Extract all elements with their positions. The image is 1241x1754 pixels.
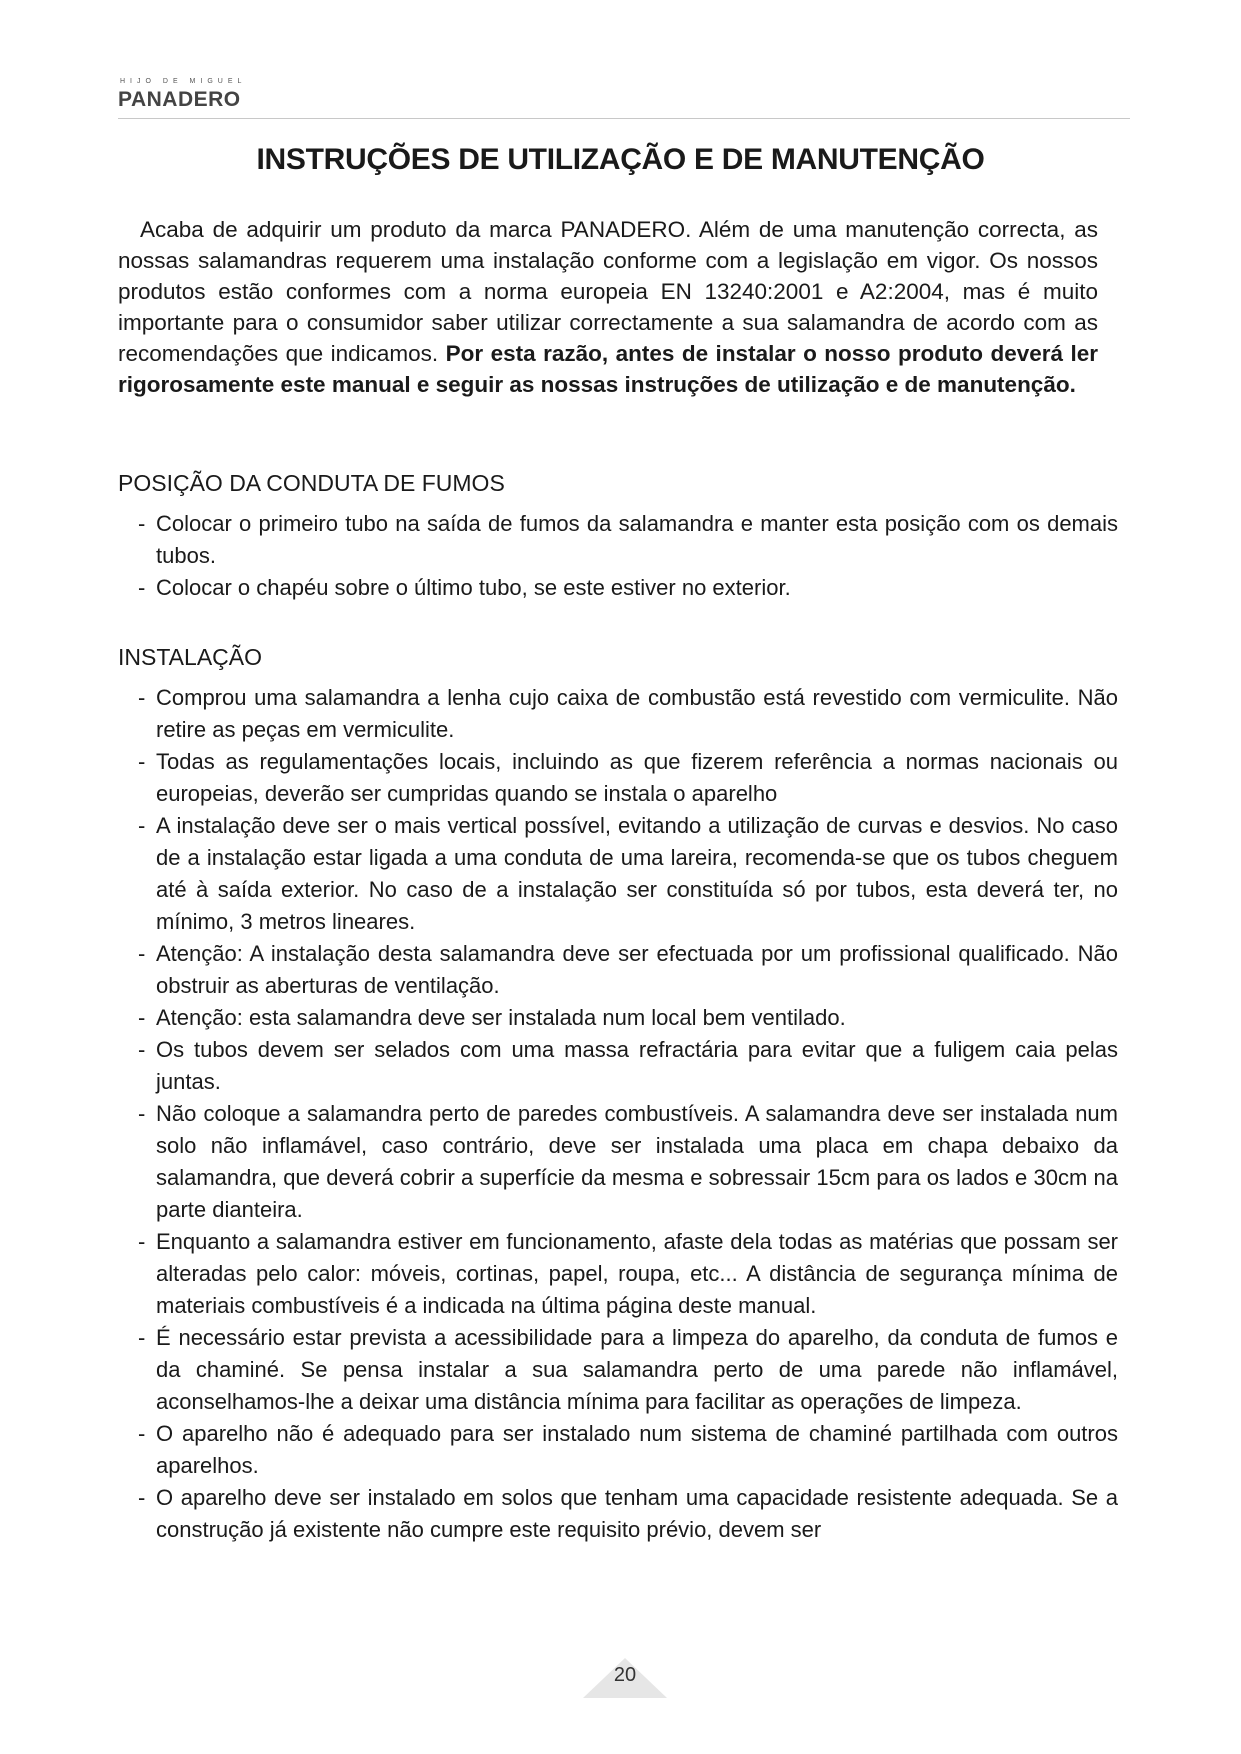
section-heading-installation: INSTALAÇÃO bbox=[118, 644, 262, 670]
list-item: - O aparelho não é adequado para ser instalado num sistema de chaminé partilhada com outros aparelhos. bbox=[138, 1421, 1118, 1478]
list-item: - Não coloque a salamandra perto de paredes combustíveis. A salamandra deve ser instalada num solo não inflamável, caso contrário, deve ser instalada uma placa em chapa debaixo da salamandra, que deverá cobrir a superfície da mesma e sobressair 15cm para os lados e 30cm na parte dianteira. bbox=[138, 1101, 1118, 1222]
list-item: - Colocar o primeiro tubo na saída de fumos da salamandra e manter esta posição com os demais tubos. bbox=[138, 511, 1118, 568]
section-installation bbox=[118, 642, 1118, 1546]
list-item: - O aparelho deve ser instalado em solos que tenham uma capacidade resistente adequada. Se a construção já existente não cumpre este requisito prévio, devem ser bbox=[138, 1485, 1118, 1542]
intro-bold-text: Por esta razão, antes de instalar o nosso produto deverá ler rigorosamente este manual e seguir as nossas instruções de utilização e de manutenção. bbox=[118, 341, 1098, 397]
list-item: - É necessário estar prevista a acessibilidade para a limpeza do aparelho, da conduta de fumos e da chaminé. Se pensa instalar a sua salamandra perto de uma parede não inflamável, aconselhamos-lhe a deixar uma distância mínima para facilitar as operações de limpeza. bbox=[138, 1325, 1118, 1414]
brand-logo: PANADERO bbox=[118, 88, 241, 111]
brand-tagline: HIJO DE MIGUEL bbox=[120, 78, 247, 85]
section-heading-flue: POSIÇÃO DA CONDUTA DE FUMOS bbox=[118, 470, 505, 496]
list-item: - Atenção: esta salamandra deve ser instalada num local bem ventilado. bbox=[138, 1005, 846, 1030]
intro-text: Acaba de adquirir um produto da marca PANADERO. Além de uma manutenção correcta, as nossas salamandras requerem uma instalação conforme com a legislação em vigor. Os nossos produtos estão conformes com a norma europeia EN 13240:2001 e A2:2004, mas é muito importante para o consumidor saber utilizar correctamente a sua salamandra de acordo com as recomendações que indicamos. bbox=[118, 217, 1098, 366]
page-title: INSTRUÇÕES DE UTILIZAÇÃO E DE MANUTENÇÃO bbox=[256, 143, 985, 176]
intro-paragraph bbox=[118, 214, 1098, 400]
installation-list bbox=[118, 682, 1118, 1546]
list-item: - Os tubos devem ser selados com uma massa refractária para evitar que a fuligem caia pelas juntas. bbox=[138, 1037, 1118, 1094]
page-number: 20 bbox=[613, 1664, 637, 1686]
list-item: - Comprou uma salamandra a lenha cujo caixa de combustão está revestido com vermiculite. Não retire as peças em vermiculite. bbox=[138, 685, 1118, 742]
list-item: - Colocar o chapéu sobre o último tubo, se este estiver no exterior. bbox=[138, 575, 791, 600]
flue-list bbox=[118, 508, 1118, 604]
list-item: - A instalação deve ser o mais vertical possível, evitando a utilização de curvas e desvios. No caso de a instalação estar ligada a uma conduta de uma lareira, recomenda-se que os tubos cheguem até à saída exterior. No caso de a instalação ser constituída só por tubos, esta deverá ter, no mínimo, 3 metros lineares. bbox=[138, 813, 1118, 934]
list-item: - Atenção: A instalação desta salamandra deve ser efectuada por um profissional qualificado. Não obstruir as aberturas de ventilação. bbox=[138, 941, 1118, 998]
list-item: - Enquanto a salamandra estiver em funcionamento, afaste dela todas as matérias que possam ser alteradas pelo calor: móveis, cortinas, papel, roupa, etc... A distância de segurança mínima de materiais combustíveis é a indicada na última página deste manual. bbox=[138, 1229, 1118, 1318]
page-header bbox=[118, 78, 1130, 119]
list-item: - Todas as regulamentações locais, incluindo as que fizerem referência a normas nacionais ou europeias, deverão ser cumpridas quando se instala o aparelho bbox=[138, 749, 1118, 806]
section-flue-position bbox=[118, 468, 1118, 604]
